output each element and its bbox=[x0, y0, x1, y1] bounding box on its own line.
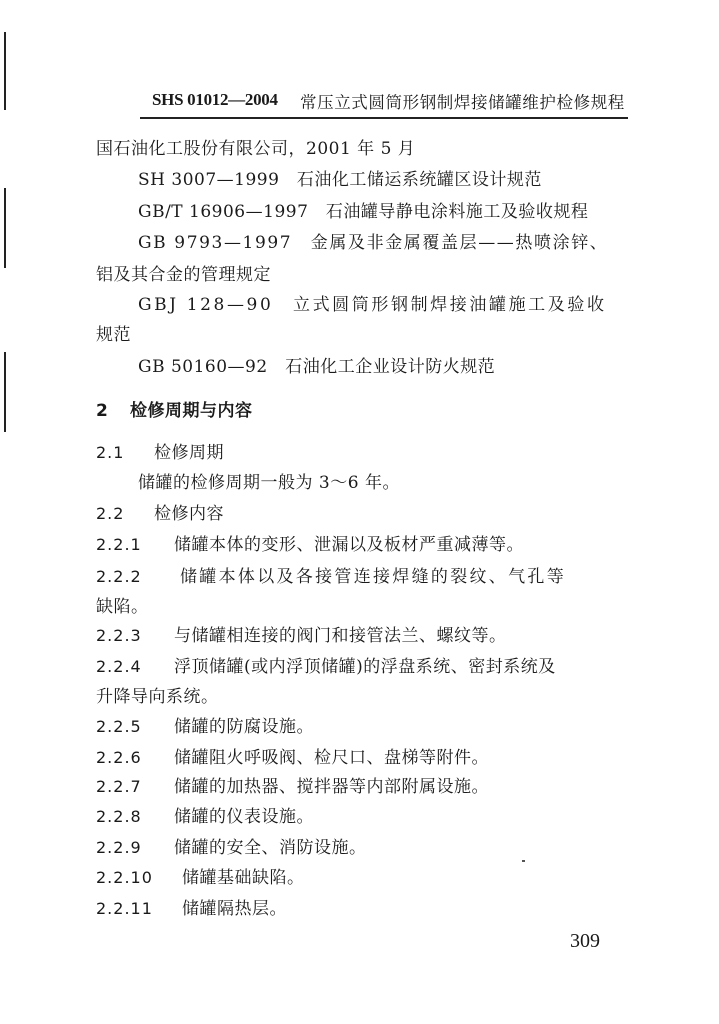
standard-code: SHS 01012—2004 bbox=[152, 90, 278, 109]
section-number: 2 bbox=[96, 401, 109, 421]
item-number: 2.2.5 bbox=[96, 717, 142, 736]
list-item bbox=[96, 772, 489, 797]
list-item bbox=[96, 530, 524, 555]
item-text: 缺陷。 bbox=[96, 597, 149, 617]
reference-line: 规范 bbox=[96, 325, 131, 345]
list-item bbox=[96, 438, 224, 463]
list-item bbox=[96, 712, 314, 737]
scan-margin-line bbox=[4, 188, 6, 268]
reference-line: GB 9793—1997 金属及非金属覆盖层——热喷涂锌、 bbox=[138, 233, 609, 253]
item-text: 储罐基础缺陷。 bbox=[182, 868, 305, 888]
item-text: 储罐阻火呼吸阀、检尺口、盘梯等附件。 bbox=[174, 748, 489, 768]
item-number: 2.2.8 bbox=[96, 807, 142, 826]
list-item bbox=[96, 499, 224, 524]
item-number: 2.2.4 bbox=[96, 657, 142, 676]
item-number: 2.2.6 bbox=[96, 748, 142, 767]
item-text: 储罐的安全、消防设施。 bbox=[174, 838, 367, 858]
reference-line: 铝及其合金的管理规定 bbox=[96, 265, 271, 285]
standard-title: 常压立式圆筒形钢制焊接储罐维护检修规程 bbox=[300, 93, 625, 112]
scan-margin-line bbox=[4, 352, 6, 432]
item-number: 2.2.7 bbox=[96, 777, 142, 796]
reference-line: GB 50160—92 石油化工企业设计防火规范 bbox=[138, 357, 496, 377]
list-item bbox=[96, 833, 367, 858]
item-number: 2.2.1 bbox=[96, 535, 142, 554]
reference-line: SH 3007—1999 石油化工储运系统罐区设计规范 bbox=[138, 170, 542, 190]
section-title: 检修周期与内容 bbox=[130, 401, 253, 421]
list-item bbox=[138, 468, 400, 493]
list-item bbox=[96, 621, 507, 646]
list-item bbox=[96, 682, 219, 707]
item-number: 2.2 bbox=[96, 504, 125, 523]
list-item bbox=[96, 652, 556, 677]
item-text: 储罐的加热器、搅拌器等内部附属设施。 bbox=[174, 777, 489, 797]
reference-line: GBJ 128—90 立式圆筒形钢制焊接油罐施工及验收 bbox=[138, 295, 607, 315]
item-number: 2.2.2 bbox=[96, 567, 142, 586]
item-text: 储罐本体的变形、泄漏以及板材严重减薄等。 bbox=[174, 535, 524, 555]
item-text: 储罐隔热层。 bbox=[182, 899, 287, 919]
item-number: 2.2.3 bbox=[96, 626, 142, 645]
item-number: 2.2.11 bbox=[96, 899, 153, 918]
list-item bbox=[96, 802, 314, 827]
item-text: 浮顶储罐(或内浮顶储罐)的浮盘系统、密封系统及 bbox=[174, 657, 556, 677]
list-item bbox=[96, 863, 305, 888]
list-item bbox=[96, 592, 149, 617]
item-number: 2.2.10 bbox=[96, 868, 153, 887]
section-heading bbox=[96, 396, 253, 421]
item-number: 2.2.9 bbox=[96, 838, 142, 857]
item-number: 2.1 bbox=[96, 443, 125, 462]
scan-speck bbox=[522, 860, 525, 862]
reference-line: GB/T 16906—1997 石油罐导静电涂料施工及验收规程 bbox=[138, 202, 589, 222]
page-header bbox=[140, 86, 636, 114]
list-item bbox=[96, 894, 287, 919]
header-rule bbox=[140, 117, 628, 119]
list-item bbox=[96, 743, 489, 768]
item-text: 储罐的防腐设施。 bbox=[174, 717, 314, 737]
scan-margin-line bbox=[4, 32, 6, 110]
item-text: 检修周期 bbox=[154, 443, 224, 463]
item-text: 与储罐相连接的阀门和接管法兰、螺纹等。 bbox=[174, 626, 507, 646]
item-text: 储罐的仪表设施。 bbox=[174, 807, 314, 827]
reference-line: 国石油化工股份有限公司，2001 年 5 月 bbox=[96, 139, 416, 159]
page-number: 309 bbox=[570, 930, 600, 952]
item-text: 储罐本体以及各接管连接焊缝的裂纹、气孔等 bbox=[180, 567, 566, 587]
item-text: 检修内容 bbox=[154, 504, 224, 524]
item-text: 升降导向系统。 bbox=[96, 687, 219, 707]
list-item bbox=[96, 562, 566, 587]
item-text: 储罐的检修周期一般为 3～6 年。 bbox=[138, 473, 400, 493]
